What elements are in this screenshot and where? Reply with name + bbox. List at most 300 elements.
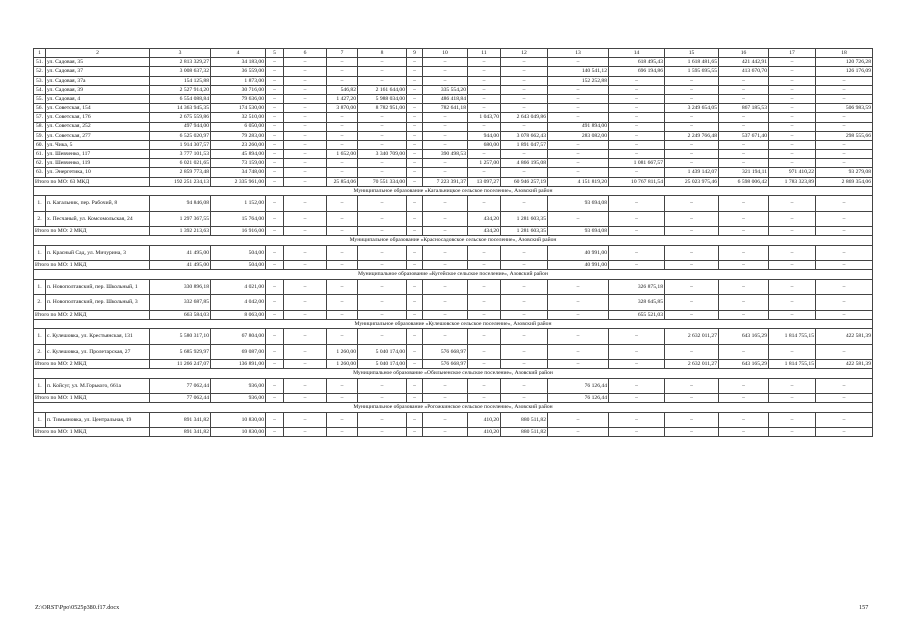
total-value-cell: – [769,261,816,270]
value-cell: – [501,196,548,212]
value-cell: – [769,344,816,360]
column-number-header: 5 [266,49,284,58]
value-cell: – [609,168,665,177]
value-cell: – [665,94,719,103]
total-value-cell: 93 694,08 [548,227,609,236]
value-cell: – [769,412,816,428]
value-cell: 174 530,00 [211,104,266,113]
value-cell: – [816,122,873,131]
value-cell: – [548,279,609,295]
total-value-cell: 880 511,82 [501,428,548,437]
column-number-header: 10 [423,49,468,58]
value-cell: – [358,58,407,67]
value-cell: – [719,159,769,168]
section-title-row [34,236,873,245]
address-cell: ул. Советская, 252 [46,122,150,131]
table-row [34,67,873,76]
row-number: 53. [34,76,46,85]
value-cell: – [284,168,327,177]
value-cell: – [769,58,816,67]
value-cell: – [358,412,407,428]
value-cell: – [327,378,358,394]
section-title-row [34,403,873,412]
total-value-cell: – [769,227,816,236]
value-cell: – [407,113,423,122]
value-cell: 4 021,00 [211,279,266,295]
total-value-cell: 25 854,06 [327,177,358,186]
value-cell: – [407,329,423,345]
value-cell: 10 830,00 [211,412,266,428]
value-cell: – [266,85,284,94]
value-cell: 283 082,00 [548,131,609,140]
value-cell: 390 498,53 [423,150,468,159]
value-cell: – [284,211,327,227]
value-cell: – [468,94,501,103]
value-cell: – [423,245,468,261]
value-cell: – [609,76,665,85]
section-title: Муниципальное образование «Кулешовское сельское поселение», Азовский район [34,319,873,328]
value-cell: 67 804,00 [211,329,266,345]
value-cell: – [266,150,284,159]
total-value-cell: – [358,428,407,437]
value-cell: – [407,196,423,212]
value-cell: – [719,245,769,261]
value-cell: 34 183,00 [211,58,266,67]
value-cell: – [719,122,769,131]
total-value-cell: 4 151 819,20 [548,177,609,186]
total-value-cell: – [609,227,665,236]
value-cell: 328 645,85 [609,295,665,311]
value-cell: – [468,329,501,345]
section-title: Муниципальное образование «Рогожкинское сельское поселение», Азовский район [34,403,873,412]
value-cell: 152 252,88 [548,76,609,85]
value-cell: – [284,279,327,295]
value-cell: – [407,344,423,360]
value-cell: – [719,344,769,360]
total-value-cell: – [284,227,327,236]
value-cell: 6 021 021,65 [150,159,211,168]
column-number-header: 15 [665,49,719,58]
total-value-cell: 11 266 247,07 [150,360,211,369]
value-cell: – [468,104,501,113]
total-value-cell: – [266,360,284,369]
value-cell: – [665,85,719,94]
value-cell: – [266,122,284,131]
value-cell: – [423,168,468,177]
value-cell: – [423,159,468,168]
value-cell: – [266,131,284,140]
value-cell: – [609,150,665,159]
value-cell: 120 726,28 [816,58,873,67]
column-number-header: 2 [46,49,150,58]
value-cell: – [358,113,407,122]
total-value-cell: – [548,360,609,369]
address-cell: ул. Садовая, 37а [46,76,150,85]
value-cell: 3 249 654,05 [665,104,719,113]
value-cell: – [769,67,816,76]
value-cell: – [501,104,548,113]
value-cell: – [548,329,609,345]
value-cell: 76 126,44 [548,378,609,394]
total-value-cell: – [609,394,665,403]
value-cell: 126 176,09 [816,67,873,76]
row-number: 63. [34,168,46,177]
value-cell: – [407,67,423,76]
row-number: 54. [34,85,46,94]
row-number: 56. [34,104,46,113]
value-cell: – [266,140,284,149]
value-cell: – [284,295,327,311]
value-cell: – [769,85,816,94]
value-cell: – [548,150,609,159]
value-cell: – [284,131,327,140]
total-row [34,394,873,403]
value-cell: – [501,295,548,311]
value-cell: – [266,159,284,168]
table-row [34,211,873,227]
total-value-cell: 1 392 213,63 [150,227,211,236]
total-value-cell: – [609,428,665,437]
value-cell: – [284,113,327,122]
value-cell: 1 914 307,57 [150,140,211,149]
value-cell: 36 559,00 [211,67,266,76]
table-row [34,378,873,394]
value-cell: 93 279,08 [816,168,873,177]
total-label: Итого по МО: 1 МКД [34,394,150,403]
value-cell: – [548,159,609,168]
value-cell: – [665,196,719,212]
value-cell: – [501,279,548,295]
total-value-cell: – [407,310,423,319]
value-cell: – [327,329,358,345]
total-value-cell: 655 521,03 [609,310,665,319]
value-cell: 1 652,00 [327,150,358,159]
total-value-cell: – [327,394,358,403]
table-row [34,122,873,131]
total-value-cell: 16 916,00 [211,227,266,236]
value-cell: 93 694,08 [548,196,609,212]
table-row [34,168,873,177]
total-label: Итого по МО: 2 МКД [34,360,150,369]
value-cell: 1 043,70 [468,113,501,122]
value-cell: 576 668,97 [423,344,468,360]
value-cell: – [284,378,327,394]
value-cell: – [816,295,873,311]
header-row [34,49,873,58]
value-cell: 2 249 766,48 [665,131,719,140]
column-number-header: 3 [150,49,211,58]
value-cell: 504,00 [211,245,266,261]
table-row [34,245,873,261]
value-cell: 506 983,59 [816,104,873,113]
value-cell: – [665,245,719,261]
total-value-cell: – [358,310,407,319]
value-cell: – [769,245,816,261]
data-table [33,48,873,437]
value-cell: – [407,140,423,149]
total-value-cell: – [358,261,407,270]
section-title: Муниципальное образование «Кагальницкое сельское поселение», Азовский район [34,186,873,195]
value-cell: – [284,150,327,159]
total-row [34,310,873,319]
address-cell: ул. Шевченко, 119 [46,159,150,168]
value-cell: 330 896,18 [150,279,211,295]
value-cell: 1 260,00 [327,344,358,360]
value-cell: – [719,412,769,428]
value-cell: – [769,122,816,131]
value-cell: 434,20 [468,211,501,227]
value-cell: 2 161 644,00 [358,85,407,94]
value-cell: – [769,159,816,168]
value-cell: – [609,94,665,103]
value-cell: – [266,329,284,345]
value-cell: – [327,67,358,76]
address-cell: ул. Советская, 277 [46,131,150,140]
value-cell: – [719,94,769,103]
value-cell: – [609,412,665,428]
value-cell: 79 283,00 [211,131,266,140]
table-row [34,58,873,67]
value-cell: – [548,58,609,67]
value-cell: – [284,58,327,67]
total-value-cell: – [816,394,873,403]
value-cell: – [769,140,816,149]
value-cell: – [665,76,719,85]
value-cell: – [816,412,873,428]
value-cell: – [769,196,816,212]
address-cell: ул. Советская, 154 [46,104,150,113]
total-value-cell: – [548,428,609,437]
value-cell: – [665,113,719,122]
value-cell: 1 152,00 [211,196,266,212]
value-cell: – [665,140,719,149]
column-number-header: 9 [407,49,423,58]
address-cell: ул. Садовая, 35 [46,58,150,67]
address-cell: с. Кулешовка, ул. Пролетарская, 27 [46,344,150,360]
value-cell: – [816,196,873,212]
total-row [34,261,873,270]
value-cell: – [327,159,358,168]
total-value-cell: 410,20 [468,428,501,437]
total-row [34,360,873,369]
value-cell: – [423,76,468,85]
address-cell: ул. Садовая, 4 [46,94,150,103]
value-cell: – [548,168,609,177]
value-cell: 422 581,39 [816,329,873,345]
total-value-cell: – [423,428,468,437]
value-cell: – [665,295,719,311]
value-cell: – [719,140,769,149]
row-number: 1. [34,245,46,261]
total-value-cell: – [407,177,423,186]
value-cell: – [769,94,816,103]
value-cell: – [769,295,816,311]
value-cell: 5 685 929,97 [150,344,211,360]
total-value-cell: – [266,261,284,270]
total-value-cell: 10 767 811,54 [609,177,665,186]
total-value-cell: 41 495,00 [150,261,211,270]
total-row [34,227,873,236]
row-number: 1. [34,378,46,394]
total-value-cell: – [665,394,719,403]
column-number-header: 18 [816,49,873,58]
value-cell: 643 165,29 [719,329,769,345]
total-value-cell: – [501,261,548,270]
value-cell: – [719,378,769,394]
row-number: 57. [34,113,46,122]
value-cell: 40 991,00 [548,245,609,261]
total-value-cell: – [266,227,284,236]
value-cell: – [548,94,609,103]
total-value-cell: – [284,394,327,403]
total-value-cell: 891 341,82 [150,428,211,437]
column-number-header: 11 [468,49,501,58]
section-title: Муниципальное образование «Красносадовское сельское поселение», Азовский район [34,236,873,245]
section-title: Муниципальное образование «Кугейское сельское поселение», Азовский район [34,270,873,279]
value-cell: – [501,150,548,159]
total-value-cell: – [407,227,423,236]
value-cell: 1 427,20 [327,94,358,103]
total-value-cell: – [665,227,719,236]
table-row [34,196,873,212]
value-cell: – [468,168,501,177]
total-value-cell: – [407,428,423,437]
table-row [34,295,873,311]
value-cell: – [665,344,719,360]
value-cell: 41 495,00 [150,245,211,261]
value-cell: – [609,378,665,394]
value-cell: – [407,378,423,394]
total-value-cell: – [719,261,769,270]
total-value-cell: 504,00 [211,261,266,270]
value-cell: – [816,113,873,122]
column-number-header: 4 [211,49,266,58]
total-value-cell: – [468,310,501,319]
total-label: Итого по МО: 2 МКД [34,310,150,319]
row-number: 55. [34,94,46,103]
row-number: 1. [34,279,46,295]
address-cell: ул. Шевченко, 117 [46,150,150,159]
total-label: Итого по МО: 63 МКД [34,177,150,186]
row-number: 2. [34,344,46,360]
value-cell: – [769,104,816,113]
value-cell: 335 554,20 [423,85,468,94]
value-cell: – [407,58,423,67]
value-cell: – [358,122,407,131]
table-row [34,412,873,428]
section-title-row [34,270,873,279]
total-value-cell: 5 040 174,00 [358,360,407,369]
value-cell: – [816,94,873,103]
table-row [34,150,873,159]
total-value-cell: 25 023 975,46 [665,177,719,186]
value-cell: – [407,76,423,85]
value-cell: – [816,211,873,227]
column-number-header: 13 [548,49,609,58]
value-cell: 936,00 [211,378,266,394]
total-value-cell: – [468,394,501,403]
total-value-cell: – [284,360,327,369]
row-number: 1. [34,196,46,212]
total-row [34,177,873,186]
value-cell: 94 846,08 [150,196,211,212]
value-cell: – [468,67,501,76]
address-cell: х. Песчаный, ул. Комсомольская, 24 [46,211,150,227]
column-number-header: 7 [327,49,358,58]
value-cell: 6 525 020,97 [150,131,211,140]
total-value-cell: – [327,261,358,270]
value-cell: 5 988 034,00 [358,94,407,103]
address-cell: п. Новополтавский, пер. Школьный, 1 [46,279,150,295]
total-value-cell: 2 632 011,27 [665,360,719,369]
value-cell: – [816,76,873,85]
value-cell: – [501,67,548,76]
total-value-cell: 10 830,00 [211,428,266,437]
total-value-cell: – [358,394,407,403]
value-cell: 34 748,00 [211,168,266,177]
value-cell: 326 875,18 [609,279,665,295]
value-cell: – [548,211,609,227]
value-cell: – [548,113,609,122]
value-cell: – [719,196,769,212]
value-cell: – [423,122,468,131]
value-cell: – [327,113,358,122]
section-title-row [34,319,873,328]
table-row [34,76,873,85]
value-cell: – [816,140,873,149]
total-value-cell: 422 581,39 [816,360,873,369]
value-cell: – [266,412,284,428]
value-cell: – [284,412,327,428]
value-cell: – [358,67,407,76]
total-value-cell: 2 869 354,06 [816,177,873,186]
address-cell: п. Койсуг, ул. М.Горького, 661а [46,378,150,394]
total-value-cell: – [769,310,816,319]
section-title-row [34,186,873,195]
total-value-cell: 576 668,97 [423,360,468,369]
value-cell: – [423,295,468,311]
value-cell: 410,20 [468,412,501,428]
value-cell: – [266,378,284,394]
total-value-cell: 77 062,44 [150,394,211,403]
total-value-cell: 1 783 323,89 [769,177,816,186]
value-cell: – [423,113,468,122]
total-value-cell: – [501,360,548,369]
value-cell: – [327,58,358,67]
value-cell: 1 081 667,57 [609,159,665,168]
value-cell: – [266,113,284,122]
value-cell: 497 944,00 [150,122,211,131]
total-value-cell: 2 335 961,00 [211,177,266,186]
value-cell: – [719,150,769,159]
value-cell: – [665,378,719,394]
total-value-cell: 70 551 334,00 [358,177,407,186]
table-row [34,279,873,295]
total-value-cell: – [284,177,327,186]
row-number: 2. [34,211,46,227]
value-cell: – [816,245,873,261]
total-value-cell: – [407,261,423,270]
value-cell: – [423,211,468,227]
table-row [34,344,873,360]
value-cell: – [719,211,769,227]
footer-page-number: 157 [859,604,869,611]
value-cell: – [609,140,665,149]
table-row [34,113,873,122]
value-cell: – [609,211,665,227]
value-cell: 14 363 945,35 [150,104,211,113]
value-cell: – [266,211,284,227]
